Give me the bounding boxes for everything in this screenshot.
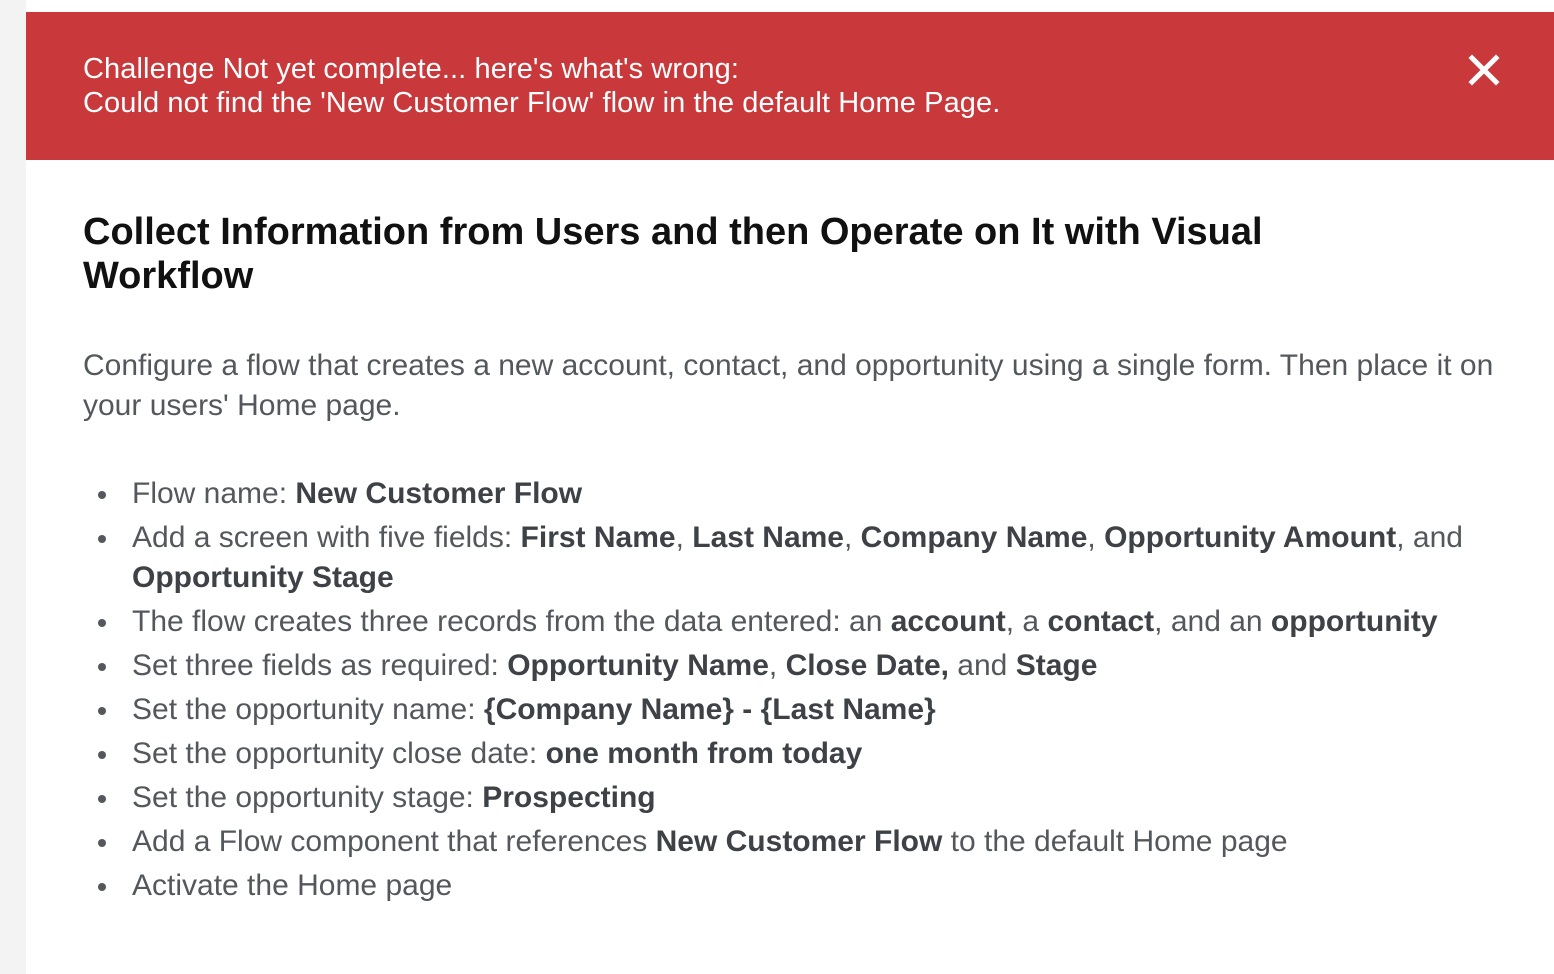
req-text: Activate the Home page — [132, 869, 453, 902]
req-text: , — [675, 521, 693, 554]
challenge-intro: Configure a flow that creates a new account, contact, and opportunity using a single form. Then place it on your users' Home page. — [83, 349, 1494, 422]
req-text: , and — [1396, 521, 1463, 554]
req-bold: New Customer Flow — [655, 825, 943, 858]
req-text: to the default Home page — [942, 825, 1288, 858]
req-text: Set the opportunity name: — [132, 693, 484, 726]
req-bold: one month from today — [545, 737, 863, 770]
req-text: , a — [1005, 605, 1048, 638]
requirement-activate-home — [132, 866, 1523, 906]
req-text: , — [768, 649, 786, 682]
req-bold: contact — [1047, 605, 1155, 638]
req-bold: First Name — [520, 521, 676, 554]
close-alert-button[interactable] — [1462, 48, 1506, 92]
req-text: Add a Flow component that references — [132, 825, 656, 858]
req-bold: Opportunity Stage — [132, 561, 394, 594]
alert-message — [83, 52, 1000, 120]
requirements-list — [83, 474, 1523, 906]
error-alert-banner — [26, 12, 1554, 160]
left-gutter — [0, 0, 26, 974]
req-text: and — [948, 649, 1016, 682]
req-bold: Last Name — [692, 521, 844, 554]
req-text: , and an — [1154, 605, 1271, 638]
requirement-stage — [132, 778, 1523, 818]
requirement-flow-component — [132, 822, 1523, 862]
challenge-content — [83, 210, 1523, 910]
req-bold: Stage — [1015, 649, 1098, 682]
alert-status-line: Challenge Not yet complete... here's what's wrong: — [83, 53, 740, 85]
req-text: Flow name: — [132, 477, 296, 510]
req-text: Set three fields as required: — [132, 649, 508, 682]
req-bold: Prospecting — [482, 781, 656, 814]
requirement-required-fields — [132, 646, 1523, 686]
req-bold: {Company Name} - {Last Name} — [483, 693, 936, 726]
req-bold: Opportunity Amount — [1104, 521, 1397, 554]
requirement-opportunity-name — [132, 690, 1523, 730]
req-bold: New Customer Flow — [295, 477, 583, 510]
requirement-close-date — [132, 734, 1523, 774]
req-text: The flow creates three records from the data entered: an — [132, 605, 891, 638]
requirement-screen-fields — [132, 518, 1523, 598]
req-text: , — [1087, 521, 1105, 554]
req-text: , — [844, 521, 861, 554]
requirement-records — [132, 602, 1523, 642]
req-bold: Close Date, — [785, 649, 949, 682]
req-bold: Company Name — [860, 521, 1088, 554]
req-text: Add a screen with five fields: — [132, 521, 521, 554]
close-x-icon[interactable] — [1468, 54, 1500, 86]
top-strip — [26, 0, 1554, 12]
req-bold: account — [890, 605, 1006, 638]
requirement-flow-name — [132, 474, 1523, 514]
req-text: Set the opportunity stage: — [132, 781, 483, 814]
req-text: Set the opportunity close date: — [132, 737, 546, 770]
req-bold: opportunity — [1270, 605, 1438, 638]
challenge-title: Collect Information from Users and then Operate on It with Visual Workflow — [83, 211, 1263, 297]
alert-detail-line: Could not find the 'New Customer Flow' flow in the default Home Page. — [83, 87, 1001, 119]
req-bold: Opportunity Name — [507, 649, 769, 682]
